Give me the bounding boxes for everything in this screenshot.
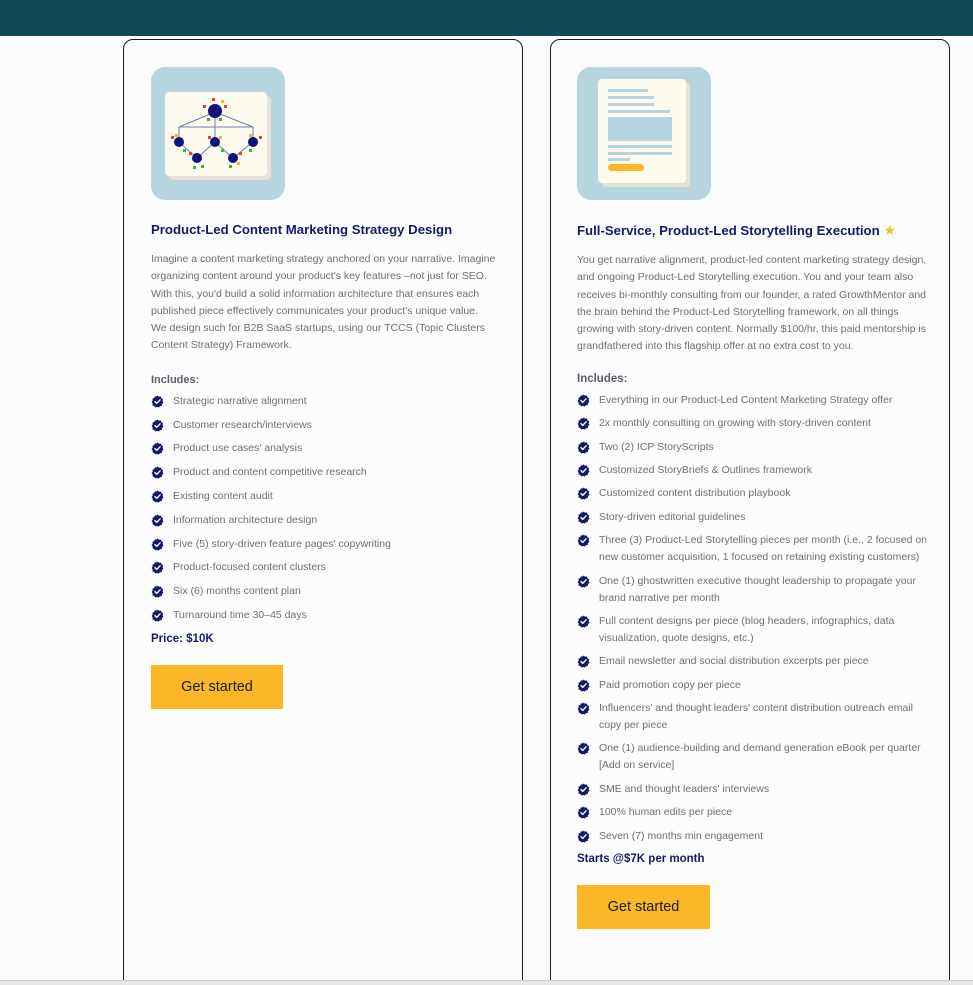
list-item [577,781,927,798]
list-item-text: Existing content audit [173,489,273,502]
check-badge-icon [151,514,164,527]
list-item [151,393,496,410]
org-chart-icon [151,67,285,200]
list-item-text: Strategic narrative alignment [173,394,307,407]
price-label: Starts @$7K per month [577,852,705,865]
pricing-card-full-service [550,39,950,985]
list-item-text: Product and content competitive research [173,466,367,479]
check-badge-icon [577,417,590,430]
list-item [577,509,927,526]
check-badge-icon [577,655,590,668]
list-item [577,485,927,502]
list-item-text: Two (2) ICP StoryScripts [599,440,714,453]
list-item-text: 100% human edits per piece [599,806,733,819]
check-badge-icon [577,783,590,796]
list-item [577,700,927,734]
list-item [577,532,927,566]
horizontal-scrollbar[interactable] [0,980,973,985]
check-badge-icon [151,585,164,598]
card-title: Product-Led Content Marketing Strategy Design [151,222,453,237]
list-item [577,740,927,774]
check-badge-icon [151,466,164,479]
get-started-button[interactable]: Get started [151,665,283,709]
list-item [151,488,496,505]
list-item [577,415,927,432]
list-item-text: Five (5) story-driven feature pages' copywriting [173,537,391,550]
card-description: You get narrative alignment, product-led content marketing strategy design, and ongoing Product-Led Storytelling execution. You and your team also receives bi-monthly consulting from our founder, a rated GrowthMentor and the brain behind the Product-Led Storytelling framework, on all things growing with story-driven content. Normally $100/hr, this paid mentorship is grandfathered into this flagship offer at no extra cost to you. [577,254,927,353]
list-item [151,607,496,624]
list-item-text: Everything in our Product-Led Content Marketing Strategy offer [599,393,893,406]
check-badge-icon [577,534,590,547]
check-badge-icon [151,561,164,574]
list-item-text: Information architecture design [173,513,318,526]
list-item-text: Customized StoryBriefs & Outlines framework [599,463,812,476]
check-badge-icon [577,679,590,692]
check-badge-icon [577,487,590,500]
star-icon: ★ [883,222,896,238]
price-label: Price: $10K [151,632,214,645]
check-badge-icon [151,609,164,622]
top-navigation-bar [0,0,973,36]
list-item [151,536,496,553]
check-badge-icon [577,575,590,588]
list-item-text: Story-driven editorial guidelines [599,510,746,523]
get-started-button[interactable]: Get started [577,885,710,929]
list-item-text: One (1) ghostwritten executive thought leadership to propagate your brand narrative per month [599,574,916,604]
check-badge-icon [151,395,164,408]
check-badge-icon [577,742,590,755]
check-badge-icon [577,702,590,715]
list-item [151,512,496,529]
list-item-text: Product use cases' analysis [173,442,303,455]
list-item [151,417,496,434]
check-badge-icon [151,442,164,455]
list-item [577,462,927,479]
includes-list [151,393,496,624]
list-item-text: Turnaround time 30–45 days [173,608,307,621]
check-badge-icon [577,394,590,407]
includes-label: Includes: [151,373,200,386]
check-badge-icon [577,615,590,628]
check-badge-icon [151,538,164,551]
list-item [151,559,496,576]
list-item-text: Seven (7) months min engagement [599,829,764,842]
list-item [577,573,927,607]
check-badge-icon [577,806,590,819]
includes-label: Includes: [577,372,628,385]
check-badge-icon [151,419,164,432]
list-item-text: Influencers' and thought leaders' content distribution outreach email copy per piece [599,702,913,732]
list-item-text: Paid promotion copy per piece [599,678,741,691]
list-item-text: Customized content distribution playbook [599,487,791,500]
check-badge-icon [577,441,590,454]
list-item-text: Three (3) Product-Led Storytelling pieces per month (i.e., 2 focused on new customer acquisition, 1 focused on retaining existing customers) [599,534,928,564]
document-icon [577,67,711,200]
list-item-text: Email newsletter and social distribution excerpts per piece [599,655,869,668]
list-item [577,613,927,647]
list-item [577,677,927,694]
list-item [151,464,496,481]
check-badge-icon [151,490,164,503]
list-item-text: Customer research/interviews [173,418,312,431]
list-item-text: 2x monthly consulting on growing with story-driven content [599,417,871,430]
list-item [151,440,496,457]
list-item [577,653,927,670]
list-item [577,439,927,456]
includes-list [577,392,927,845]
list-item-text: Product-focused content clusters [173,561,326,574]
card-title [577,221,927,240]
pricing-card-strategy [123,39,523,985]
card-description: Imagine a content marketing strategy anchored on your narrative. Imagine organizing content around your product's key features –not just for SEO. With this, you'd build a solid information architecture that ensures each published piece effectively communicates your product's unique value. We design such for B2B SaaS startups, using our TCCS (Topic Clusters Content Strategy) Framework. [151,253,496,352]
list-item-text: Six (6) months content plan [173,585,301,598]
list-item [577,828,927,845]
card-title-text: Full-Service, Product-Led Storytelling Execution [577,223,880,238]
list-item [577,392,927,409]
list-item [577,804,927,821]
check-badge-icon [577,464,590,477]
list-item [151,583,496,600]
check-badge-icon [577,511,590,524]
list-item-text: One (1) audience-building and demand generation eBook per quarter [Add on service] [599,742,921,772]
list-item-text: SME and thought leaders' interviews [599,782,770,795]
list-item-text: Full content designs per piece (blog headers, infographics, data visualization, quote designs, etc.) [599,614,895,644]
check-badge-icon [577,830,590,843]
